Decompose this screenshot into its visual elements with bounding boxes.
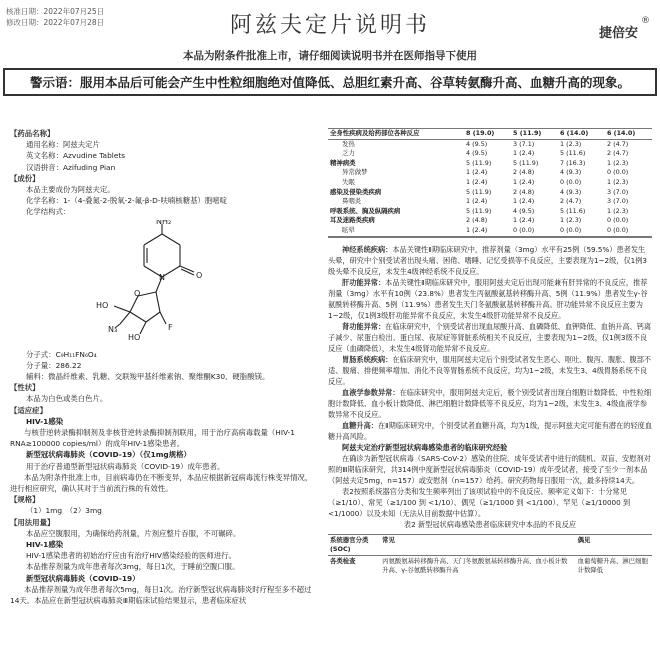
- ae-row-label: 发热: [342, 139, 355, 148]
- ae-row-label: 感染及侵染类疾病: [330, 187, 382, 196]
- brand-logo: 捷倍安: [598, 26, 638, 41]
- ae-row-label: 精神病类: [330, 158, 356, 167]
- ae-row-value: 2 (4.7): [607, 149, 629, 158]
- hiv-indication-text: 与核苷逆转录酶抑制剂及非核苷逆转录酶抑制剂联用，用于治疗高病毒载量（HIV-1 RNA≥100000 copies/ml）的成年HIV-1感染患者。: [10, 428, 296, 449]
- description-text: 本品为白色或类白色片。: [26, 394, 108, 404]
- covid-indication-note: 本品为附条件批准上市，目前病毒仍在不断变异，本品应根据新冠病毒流行株变异情况，进行相应研究，确认其对于当前流行株的有效性。: [10, 472, 313, 494]
- adverse-event-table-2: [328, 534, 652, 576]
- table2-header-common: 常见: [380, 534, 575, 555]
- ring-o-label: O: [134, 288, 141, 298]
- ae-row-value: 5 (11.6): [560, 206, 586, 215]
- blood-text: 在临床研究中，服用阿兹夫定后，极个别受试者出现白细胞计数降低、中性粒细胞计数降低、血小板计数降低、淋巴细胞计数降低等不良反应，均为1~2级，未发生3、4级血液学参数异常不良反应。: [328, 387, 652, 419]
- covid-ae-text-1: 在确诊为新型冠状病毒（SARS-CoV-2）感染的住院、成年受试者中进行的随机、双盲、安慰剂对照的Ⅲ期临床研究，共314例中度新型冠状病毒肺炎（COVID-19）成年受试者，接受了至少一剂本品（阿兹夫定5mg，n=157）或安慰剂（n=157）给药。研究药物每日服用一次，最多持续14天。: [328, 453, 651, 485]
- carbonyl-o-label: O: [196, 270, 203, 280]
- glucose-text: 在Ⅱ期临床研究中，个别受试者血糖升高，均为1级，提示阿兹夫定可能有潜在的轻度血糖升高风险。: [328, 420, 653, 441]
- ae-row-value: 3 (7.0): [607, 187, 629, 196]
- kidney-text: 在临床研究中，个别受试者出现血尿酸升高、血磷降低、血钾降低、血钠升高、钙离子减少、尿蛋白检出、蛋白尿、夜尿症等肾脏系统相关不良反应，主要表现为1~2级，仅1例3级不良反应（血磷降低），未发生4级肾功能异常不良反应。: [328, 321, 652, 353]
- ae-row-value: 0 (0.0): [511, 226, 558, 236]
- glucose-paragraph: [328, 420, 652, 442]
- glucose-label: 血糖升高：: [342, 420, 378, 430]
- fluoro-label: F: [168, 322, 173, 332]
- usage-hiv-text-1: HIV-1感染患者的初始治疗应由有治疗HIV感染经验的医师进行。: [26, 551, 236, 561]
- ae-table: [328, 129, 652, 237]
- covid-indication-title: 新型冠状病毒肺炎（COVID-19）（仅1mg规格）: [26, 450, 191, 460]
- warning-banner: 警示语：服用本品后可能会产生中性粒细胞绝对值降低、总胆红素升高、谷草转氨酶升高、血糖升高的现象。: [3, 68, 657, 96]
- nervous-label: 神经系统疾病：: [342, 244, 393, 254]
- main-ingredient: 本品主要成份为阿兹夫定。: [26, 185, 115, 195]
- chemical-structure-drawing: [70, 220, 250, 345]
- usage-covid-title: 新型冠状病毒肺炎（COVID-19）: [26, 573, 140, 583]
- ae-row-value: 0 (0.0): [558, 226, 605, 236]
- adverse-event-table-1: [328, 128, 652, 238]
- nervous-text: 本品关键性Ⅱ期临床研究中，推荐剂量（3mg）水平有25例（59.5%）患者发生头晕，研究中个别受试者出现头痛、困倦、嗜睡、记忆受损等不良反应，主要表现为1~2级，仅1例3级头晕不良反应，未发生4级神经系统不良反应。: [328, 244, 648, 276]
- ae-row-label: 耳及迷路类疾病: [330, 216, 375, 225]
- azido-label: N₃: [108, 324, 118, 334]
- ae-table-row: [328, 207, 652, 217]
- gi-paragraph: [328, 354, 652, 387]
- ae-table-row: [328, 197, 652, 207]
- blood-label: 血液学参数异常：: [342, 387, 400, 397]
- ae-row-value: 0 (0.0): [560, 177, 582, 186]
- description-header: 【性状】: [10, 383, 40, 393]
- liver-paragraph: [328, 277, 652, 321]
- ae-row-value: 1 (2.4): [464, 226, 511, 236]
- amine-label: NH₂: [156, 219, 172, 226]
- gi-text: 在临床研究中，服用阿兹夫定后个别受试者发生恶心、呕吐、腹泻、腹胀、腹部不适、腹痛、排便频率增加、消化不良等胃肠系统不良反应，均为1~2级，未发生3、4级胃肠系统不良反应。: [328, 354, 652, 386]
- ae-row-value: 2 (4.8): [466, 216, 488, 225]
- ae-row-value: 2 (4.8): [513, 168, 535, 177]
- hiv-indication-title: HIV-1感染: [26, 416, 64, 426]
- table2-common-cell: 丙氨酸氨基转移酶升高、天门冬氨酸氨基转移酶升高、血小板计数升高、γ-谷氨酰转移酶升高: [382, 556, 568, 574]
- ae-row-value: 1 (2.4): [513, 216, 535, 225]
- ae-row-value: 0 (0.0): [605, 226, 652, 236]
- ae-row-value: 1 (2.4): [513, 177, 535, 186]
- ae-row-value: 1 (2.4): [466, 168, 488, 177]
- ae-row-value: 1 (2.3): [607, 177, 629, 186]
- ae-table-row: [328, 149, 652, 159]
- spec-header: 【规格】: [10, 495, 40, 505]
- ae-row-label: 乏力: [342, 149, 355, 158]
- english-name: 英文名称：Azvudine Tablets: [26, 151, 126, 161]
- ae-row-value: 1 (2.3): [607, 158, 629, 167]
- ae-row-value: 5 (11.6): [560, 149, 586, 158]
- ae-row-value: 5 (11.9): [466, 206, 492, 215]
- ae-row-value: 1 (2.3): [560, 216, 582, 225]
- ae-row-value: 3 (7.0): [607, 197, 629, 206]
- nervous-paragraph: [328, 244, 652, 277]
- ae-table-row: [328, 168, 652, 178]
- ae-row-value: 4 (9.5): [466, 149, 488, 158]
- indications-header: 【适应症】: [10, 405, 47, 415]
- ae-row-value: 4 (9.3): [560, 187, 582, 196]
- revision-date: 修改日期：2022年07月28日: [6, 18, 105, 27]
- gi-label: 胃肠系统疾病：: [342, 354, 393, 364]
- ae-row-value: 1 (2.4): [513, 197, 535, 206]
- registered-mark: ®: [641, 16, 650, 26]
- ring-n-label: N: [159, 272, 165, 282]
- ae-row-value: 5 (11.9): [513, 158, 539, 167]
- kidney-label: 肾功能异常：: [342, 321, 386, 331]
- ae-row-value: 4 (9.5): [513, 206, 535, 215]
- ae-row-value: 1 (2.3): [607, 206, 629, 215]
- table2-title: 表2 新型冠状病毒感染患者临床研究中本品的不良反应: [403, 519, 577, 529]
- ae-header-cell: 8 (19.0): [464, 129, 511, 139]
- ae-table-row: [328, 178, 652, 188]
- table2-row: [328, 555, 652, 576]
- ae-row-value: 2 (4.7): [560, 197, 582, 206]
- document-subtitle: 本品为附条件批准上市，请仔细阅读说明书并在医师指导下使用: [183, 50, 477, 62]
- ae-row-value: 7 (16.3): [560, 158, 586, 167]
- covid-ae-text-2: 表2按照系统器官分类和发生频率列出了该项试验中的不良反应。频率定义如下：十分常见（≥1/10）、常见（≥1/100 到 <1/10）、偶见（≥1/1000 到 <1/100）、罕见（≥1/10000 到 <1/1000）以及未知（无法从目前数据中估算）。: [328, 486, 631, 518]
- ch2oh-label: HO: [96, 300, 109, 310]
- ae-row-value: 2 (4.8): [513, 187, 535, 196]
- ae-row-label: 眩晕: [328, 226, 464, 236]
- pinyin-name: 汉语拼音：Azifuding Pian: [26, 162, 116, 172]
- ae-row-label: 呼吸系统、胸及纵隔疾病: [330, 206, 401, 215]
- ae-row-value: 5 (11.9): [466, 158, 492, 167]
- usage-text: 本品应空腹服用，为确保给药剂量，片剂应整片吞服，不可碾碎。: [26, 528, 241, 538]
- ae-table-header-row: [328, 129, 652, 139]
- usage-covid-text: 本品推荐剂量为成年患者每次5mg，每日1次。治疗新型冠状病毒肺炎时疗程至多不超过14天。本品应在新型冠状病毒肺炎Ⅲ期临床试验结果显示，患者临床症状: [10, 584, 312, 606]
- ae-row-label: 鼻咽炎: [342, 197, 362, 206]
- table2-header-occasional: 偶见: [576, 534, 652, 555]
- blood-paragraph: [328, 387, 652, 420]
- table2-occasional-cell: 血葡萄糖升高、淋巴细胞计数降低: [577, 556, 648, 574]
- ae-row-value: 1 (2.3): [560, 139, 582, 148]
- left-column: [10, 128, 315, 606]
- ae-table-row: [328, 216, 652, 226]
- table2-header-row: [328, 534, 652, 555]
- ae-header-cell: 6 (14.0): [605, 129, 652, 139]
- ae-row-value: 4 (9.5): [466, 139, 488, 148]
- drug-name-header: 【药品名称】: [10, 129, 55, 138]
- liver-label: 肝功能异常：: [342, 277, 386, 287]
- molecular-weight: 分子量：286.22: [26, 360, 82, 370]
- document-title: 阿兹夫定片说明书: [229, 13, 430, 38]
- ae-table-row: [328, 139, 652, 149]
- usage-hiv-text-2: 本品推荐剂量为成年患者每次3mg，每日1次，于睡前空腹口服。: [26, 562, 240, 572]
- chemical-name: 化学名称：1-（4-叠氮-2-脱氧-2-氟-β-D-呋喃核糖基）胞嘧啶: [26, 196, 228, 206]
- ingredients-header: 【成份】: [10, 173, 40, 183]
- ae-row-value: 1 (2.4): [513, 149, 535, 158]
- ae-header-cell: 6 (14.0): [558, 129, 605, 139]
- right-column: [328, 128, 652, 576]
- kidney-paragraph: [328, 321, 652, 354]
- covid-ae-title: 阿兹夫定治疗新型冠状病毒感染患者的临床研究经验: [342, 442, 508, 452]
- ae-table-row: [328, 188, 652, 198]
- usage-hiv-title: HIV-1感染: [26, 540, 64, 550]
- table2-header-soc: 系统器官分类(SOC): [328, 534, 380, 555]
- generic-name: 通用名称：阿兹夫定片: [26, 140, 100, 150]
- molecular-formula: 分子式：C₉H₁₁FN₆O₄: [26, 349, 97, 359]
- ae-row-value: 1 (2.4): [466, 177, 488, 186]
- usage-header: 【用法用量】: [10, 517, 55, 527]
- ae-row-value: 3 (7.1): [513, 139, 535, 148]
- ae-row-label: 异常做梦: [342, 168, 368, 177]
- ae-table-row: [328, 226, 652, 236]
- ae-row-value: 2 (4.7): [607, 139, 629, 148]
- ae-row-value: 5 (11.9): [466, 187, 492, 196]
- ae-row-label: 失眠: [342, 177, 355, 186]
- spec-values: （1）1mg （2）3mg: [26, 506, 102, 516]
- table2-soc-cell: 各类检查: [330, 556, 356, 565]
- hydroxyl-label: HO: [128, 332, 141, 342]
- covid-indication-text: 用于治疗普通型新型冠状病毒肺炎（COVID-19）成年患者。: [26, 461, 225, 471]
- ae-header-cell: 5 (11.9): [511, 129, 558, 139]
- structure-label: 化学结构式：: [26, 207, 71, 217]
- ae-header-cell: 全身性疾病及给药部位各种反应: [328, 129, 464, 139]
- liver-text: 本品关键性Ⅱ期临床研究中，服用阿兹夫定后出现可能兼有肝异常的不良反应，推荐剂量（3mg）水平有10例（23.8%）患者发生丙氨酸氨基转移酶升高、5例（11.9%）患者发生γ-谷氨酰转移酶升高、5例（11.9%）患者发生天门冬氨酸氨基转移酶升高。肝功能异常不良反应主要为1~2级，仅1例3级肝功能异常不良反应，未发生4级肝功能异常不良反应。: [328, 277, 648, 320]
- approval-date: 核准日期：2022年07月25日: [6, 7, 105, 16]
- excipients: 辅料：微晶纤维素、乳糖、交联羧甲基纤维素钠、聚维酮K30、硬脂酸镁。: [26, 372, 270, 382]
- ae-row-value: 0 (0.0): [607, 168, 629, 177]
- ae-table-row: [328, 159, 652, 169]
- ae-row-value: 1 (2.4): [466, 197, 488, 206]
- ae-row-value: 0 (0.0): [607, 216, 629, 225]
- chemical-structure-image: [70, 220, 315, 345]
- ae-row-value: 4 (9.3): [560, 168, 582, 177]
